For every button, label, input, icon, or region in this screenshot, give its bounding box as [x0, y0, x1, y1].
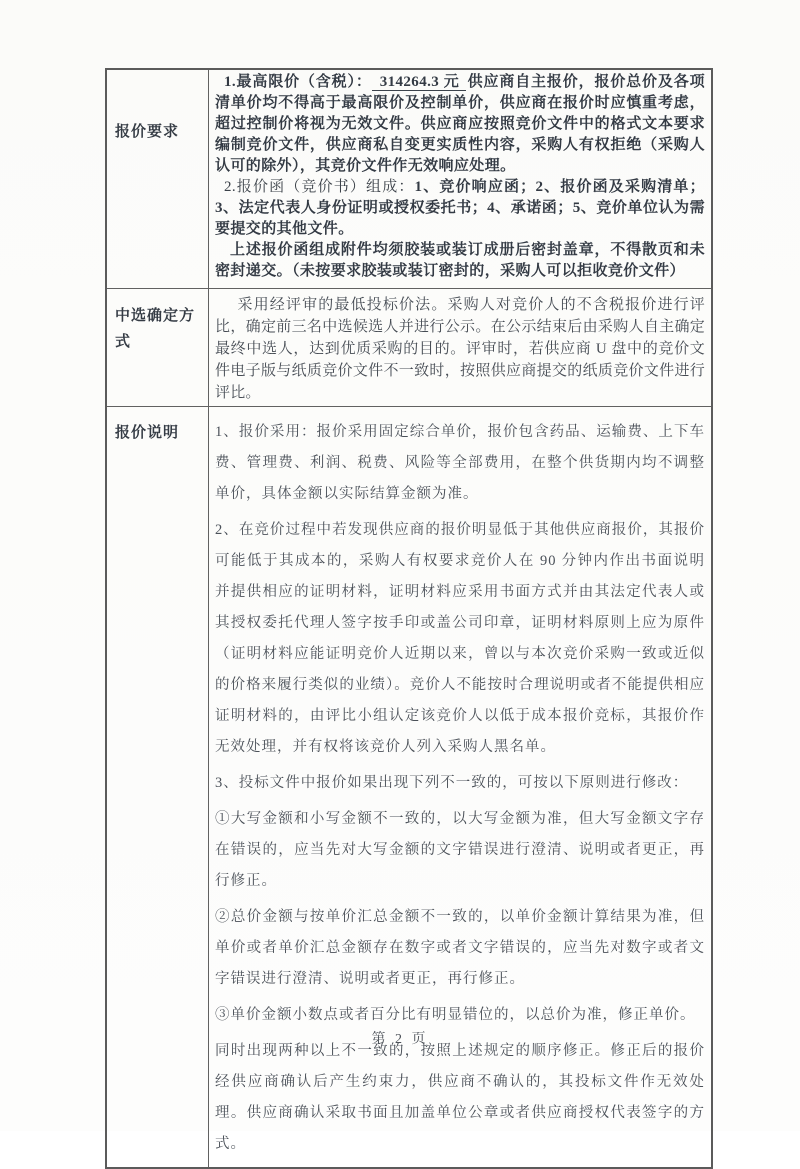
row-content-quotation-requirements: [209, 69, 713, 289]
row-label-text: 报价要求: [115, 124, 180, 140]
row-content-quotation-notes: [209, 407, 713, 1169]
paragraph-inconsistency-intro: 3、投标文件中报价如果出现下列不一致的，可按以下原则进行修改：: [215, 775, 689, 791]
paragraph-rule-3-decimal-point: ③单价金额小数点或者百分比有明显错位的，以总价为准，修正单价。: [215, 1007, 696, 1023]
max-price-lead: 1.最高限价（含税）：: [224, 74, 372, 90]
paragraph-bid-letter-composition: [215, 177, 705, 240]
paragraph-selection-method: 采用经评审的最低投标价法。采购人对竞价人的不含税报价进行评比，确定前三名中选候选人并进行公示。在公示结束后由采购人自主确定最终中选人，达到优质采购的目的。评审时，若供应商 U 盘中的竞价文件电子版与纸质竞价文件不一致时，按照供应商提交的纸质竞价文件进行评比。: [215, 297, 705, 401]
row-label-selection-method: [106, 289, 209, 407]
paragraph-below-cost-bid-rule: 2、在竞价过程中若发现供应商的报价明显低于其他供应商报价，其报价可能低于其成本的，采购人有权要求竞价人在 90 分钟内作出书面说明并提供相应的证明材料，证明材料应采用书面方式并由其法定代表人或其授权委托代理人签字按手印或盖公司印章，证明材料原则上应为原件（证明材料应能证明竞价人近期以来，曾以与本次竞价采购一致或近似的价格来履行类似的业绩）。竞价人不能按时合理说明或者不能提供相应证明材料的，由评比小组认定该竞价人以低于成本报价竞标，其报价作无效处理，并有权将该竞价人列入采购人黑名单。: [215, 522, 705, 755]
row-content-selection-method: [209, 289, 713, 407]
paragraph-pricing-basis: 1、报价采用：报价采用固定综合单价，报价包含药品、运输费、上下车费、管理费、利润、税费、风险等全部费用，在整个供货期内均不调整单价，具体金额以实际结算金额为准。: [215, 424, 705, 502]
paragraph-correction-order: 同时出现两种以上不一致的，按照上述规定的顺序修正。修正后的报价经供应商确认后产生约束力，供应商不确认的，其投标文件作无效处理。供应商确认采取书面且加盖单位公章或者供应商授权代表签字的方式。: [215, 1043, 705, 1152]
bid-letter-lead: 2.报价函（竞价书）组成：: [224, 179, 415, 195]
row-label-text: 报价说明: [115, 425, 180, 441]
row-label-quotation-notes: [106, 407, 209, 1169]
max-price-value: 314264.3 元: [372, 74, 466, 91]
paragraph-binding-sealing-requirement: 上述报价函组成附件均须胶装或装订成册后密封盖章，不得散页和未密封递交。（未按要求胶装或装订密封的，采购人可以拒收竞价文件）: [215, 242, 705, 279]
max-price-rest: 供应商自主报价，报价总价及各项清单价均不得高于最高限价及控制单价，供应商在报价时应慎重考虑，超过控制价将视为无效文件。供应商应按照竞价文件中的格式文本要求编制竞价文件，供应商私自变更实质性内容，采购人有权拒绝（采购人认可的除外），其竞价文件作无效响应处理。: [215, 74, 705, 174]
bid-letter-items: 1、竞价响应函；2、报价函及采购清单；3、法定代表人身份证明或授权委托书；4、承诺函；5、竞价单位认为需要提交的其他文件。: [215, 179, 705, 237]
row-label-text: 中选确定方式: [115, 308, 196, 350]
quotation-requirements-table: [105, 68, 713, 1169]
table-row-selection-method: [106, 289, 712, 407]
page-number: 第 2 页: [371, 1032, 429, 1047]
table-row-quotation-notes: [106, 407, 712, 1169]
paragraph-rule-2-total-vs-unit: ②总价金额与按单价汇总金额不一致的，以单价金额计算结果为准，但单价或者单价汇总金额存在数字或者文字错误的，应当先对数字或者文字错误进行澄清、说明或者更正，再行修正。: [215, 909, 705, 987]
table-row-quotation-requirements: [106, 69, 712, 289]
paragraph-rule-1-amount-in-words: ①大写金额和小写金额不一致的，以大写金额为准，但大写金额文字存在错误的，应当先对大写金额的文字错误进行澄清、说明或者更正，再行修正。: [215, 811, 705, 889]
row-label-quotation-requirements: [106, 69, 209, 289]
paragraph-max-price: [215, 72, 705, 177]
